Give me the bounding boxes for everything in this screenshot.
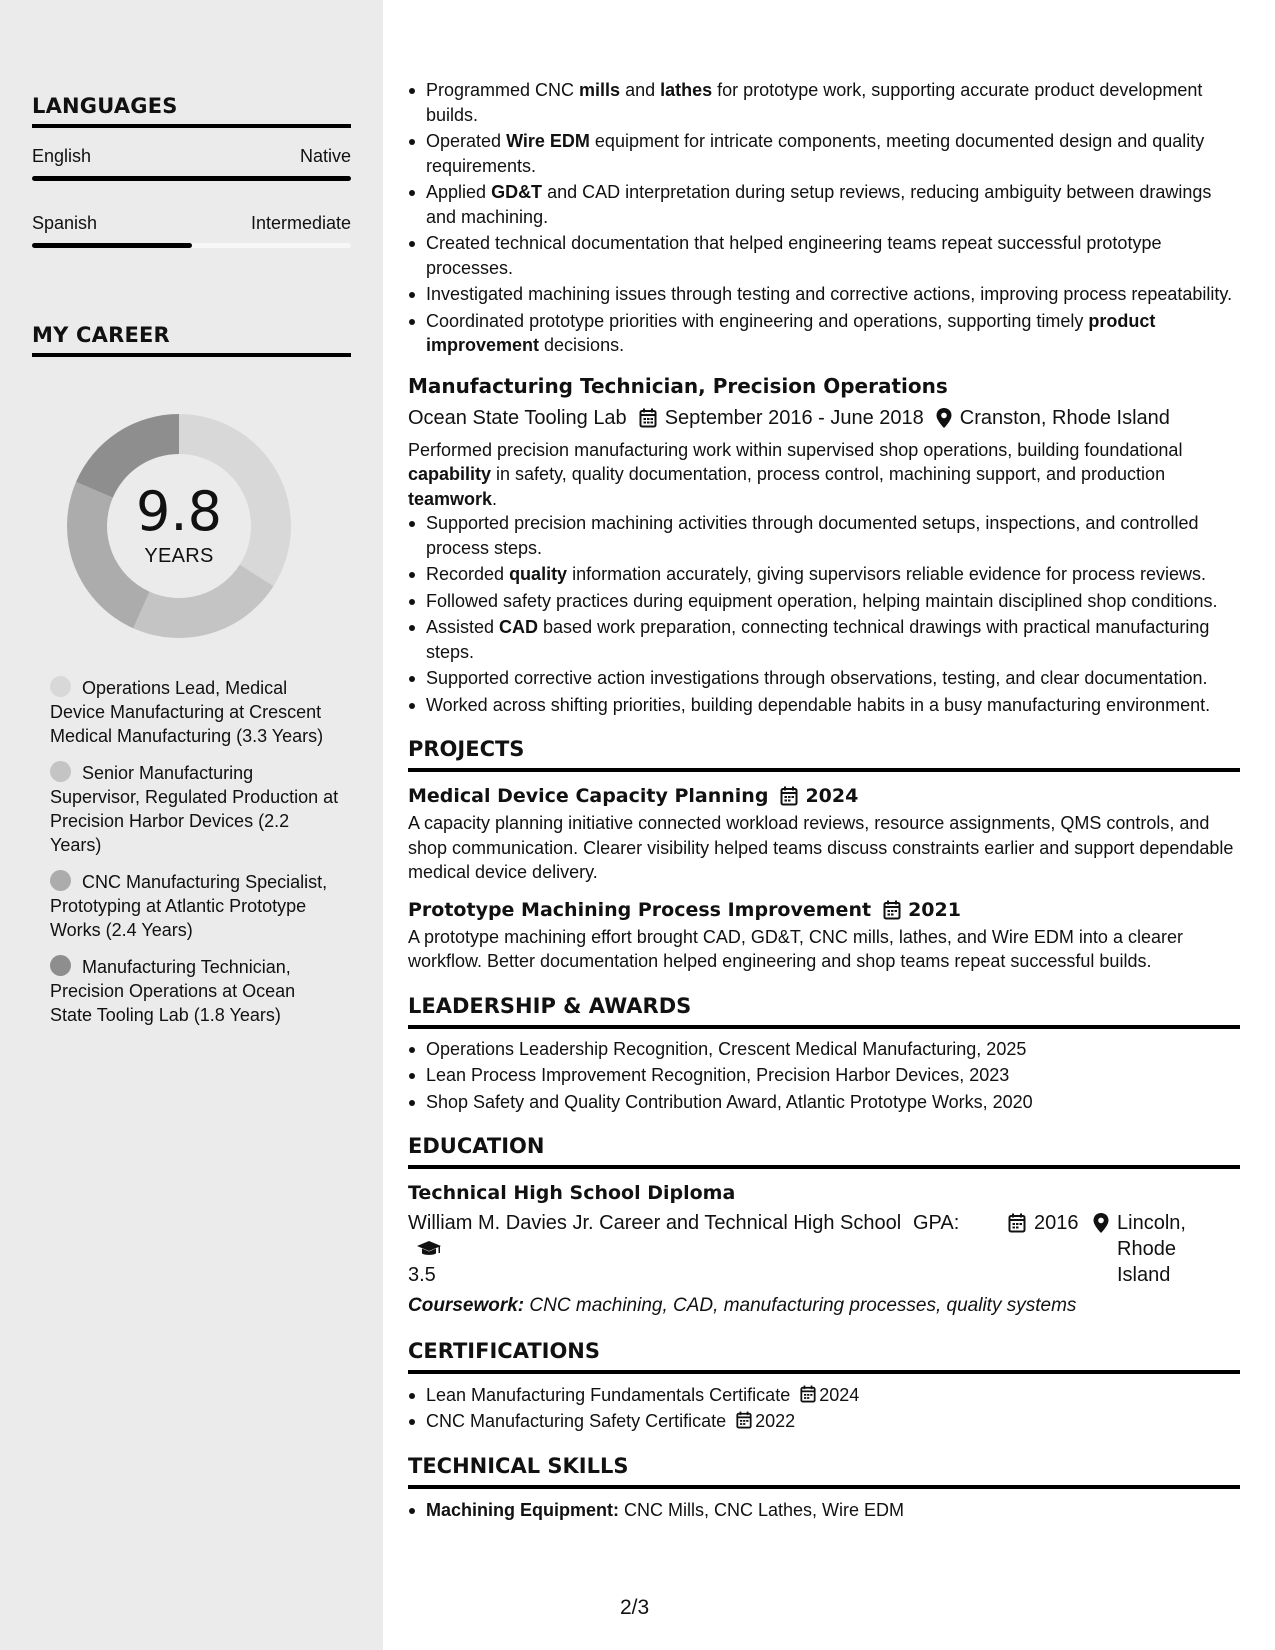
- summary-text: Performed precision manufacturing work within supervised shop operations, building foundational: [408, 439, 1183, 460]
- language-proficiency-fill: [32, 243, 192, 248]
- bullet-item: [408, 666, 1240, 691]
- previous-job-bullets: [408, 78, 1240, 358]
- bullet-text: Recorded: [426, 564, 510, 584]
- bullet-bold: product improvement: [426, 310, 1156, 355]
- bullet-item: [408, 511, 1240, 560]
- summary-text: .: [492, 488, 498, 509]
- language-name: English: [32, 146, 92, 166]
- language-proficiency-fill: [32, 176, 351, 181]
- career-legend: [50, 676, 340, 1040]
- project-title: Medical Device Capacity Planning: [408, 785, 769, 807]
- education-gpa-value: 3.5: [408, 1264, 436, 1286]
- bullet-item: [408, 615, 1240, 664]
- project-title: Prototype Machining Process Improvement: [408, 898, 872, 921]
- education-location-city: Lincoln,: [1117, 1212, 1186, 1234]
- education-heading: EDUCATION: [408, 1132, 1240, 1169]
- project-description: A capacity planning initiative connected workload reviews, resource assignments, QMS controls, and shop communication. Clearer visibility helped teams discuss constraints earlier and support dependable medical device delivery.: [408, 813, 1234, 882]
- projects-list: [408, 783, 1240, 974]
- certification-year: 2024: [819, 1384, 860, 1405]
- bullet-text: Supported corrective action investigations through observations, testing, and clear documentation.: [426, 668, 1208, 688]
- bullet-text: Followed safety practices during equipment operation, helping maintain disciplined shop conditions.: [426, 590, 1218, 611]
- education-coursework: [408, 1294, 1240, 1319]
- calendar-icon: [800, 1385, 816, 1403]
- bullet-text: Coordinated prototype priorities with engineering and operations, supporting timely: [426, 310, 1089, 331]
- project-year: 2021: [908, 898, 961, 921]
- education-degree: Technical High School Diploma: [408, 1182, 736, 1204]
- legend-dot: [50, 955, 71, 976]
- education-school: William M. Davies Jr. Career and Technical High School: [408, 1212, 902, 1234]
- career-legend-label: Senior Manufacturing Supervisor, Regulated Production at Precision Harbor Devices (2.2 Years): [50, 763, 339, 855]
- legend-dot: [50, 676, 71, 697]
- calendar-icon: [736, 1411, 752, 1429]
- bullet-text: Applied: [426, 182, 492, 202]
- career-legend-label: Manufacturing Technician, Precision Operations at Ocean State Tooling Lab (1.8 Years): [50, 957, 296, 1025]
- certification-name: CNC Manufacturing Safety Certificate: [426, 1411, 727, 1431]
- bullet-text: Investigated machining issues through testing and corrective actions, improving process repeatability.: [426, 284, 1233, 304]
- bullet-text: Created technical documentation that helped engineering teams repeat successful prototype processes.: [426, 233, 1162, 278]
- certification-item: [408, 1383, 1240, 1408]
- project-description: A prototype machining effort brought CAD, GD&T, CNC mills, lathes, and Wire EDM into a clearer workflow. Better documentation helped engineering and shop teams repeat successful builds.: [408, 926, 1183, 971]
- skill-value: CNC Mills, CNC Lathes, Wire EDM: [619, 1499, 905, 1520]
- legend-dot: [50, 761, 71, 782]
- job-location: Cranston, Rhode Island: [959, 406, 1170, 429]
- education-location-state: Rhode Island: [1117, 1238, 1176, 1286]
- skills-heading: TECHNICAL SKILLS: [408, 1452, 1240, 1489]
- language-row: [32, 213, 351, 234]
- bullet-text: Supported precision machining activities through documented setups, inspections, and controlled process steps.: [426, 513, 1199, 558]
- bullet-text: Worked across shifting priorities, building dependable habits in a busy manufacturing environment.: [426, 694, 1211, 715]
- language-proficiency-bar: [32, 176, 351, 181]
- languages-section: [32, 94, 351, 248]
- calendar-icon: [780, 786, 798, 806]
- certifications-heading: CERTIFICATIONS: [408, 1337, 1240, 1374]
- career-heading: MY CAREER: [32, 323, 351, 357]
- career-legend-label: Operations Lead, Medical Device Manufacturing at Crescent Medical Manufacturing (3.3 Years): [50, 678, 324, 746]
- job-summary: [408, 438, 1240, 512]
- graduation-cap-icon: [416, 1240, 442, 1258]
- career-legend-label: CNC Manufacturing Specialist, Prototyping at Atlantic Prototype Works (2.4 Years): [50, 872, 328, 940]
- project-title-row: [408, 783, 1240, 809]
- skill-item: [408, 1498, 1240, 1523]
- award-item: Shop Safety and Quality Contribution Award, Atlantic Prototype Works, 2020: [408, 1090, 1240, 1115]
- bullet-item: [408, 231, 1240, 280]
- job-bullets: [408, 511, 1240, 717]
- summary-bold: capability: [408, 464, 492, 484]
- bullet-item: [408, 180, 1240, 229]
- bullet-text: Programmed CNC: [426, 80, 580, 100]
- career-donut-chart: [66, 413, 292, 639]
- project-year: 2024: [805, 785, 859, 807]
- bullet-text: based work preparation, connecting technical drawings with practical manufacturing steps.: [426, 617, 1210, 662]
- summary-text: in safety, quality documentation, process control, machining support, and production: [491, 464, 1166, 484]
- bullet-item: [408, 693, 1240, 718]
- career-legend-item: [50, 761, 340, 857]
- bullet-text: and CAD interpretation during setup reviews, reducing ambiguity between drawings and machining.: [426, 182, 1212, 227]
- bullet-text: Operated: [426, 131, 507, 151]
- bullet-item: [408, 78, 1240, 127]
- career-legend-item: [50, 955, 340, 1027]
- bullet-item: [408, 282, 1240, 307]
- bullet-item: [408, 309, 1240, 358]
- skills-list: [408, 1498, 1240, 1523]
- bullet-bold: CAD: [499, 617, 539, 637]
- language-proficiency-bar: [32, 243, 351, 248]
- bullet-bold: Wire EDM: [506, 131, 590, 151]
- bullet-bold: GD&T: [491, 182, 543, 202]
- bullet-text: equipment for intricate components, meeting documented design and quality requirements.: [426, 131, 1205, 176]
- location-pin-icon: [1093, 1213, 1109, 1233]
- bullet-text: decisions.: [539, 335, 625, 355]
- bullet-bold: quality: [509, 564, 568, 584]
- bullet-bold: lathes: [660, 80, 713, 100]
- bullet-text: Assisted: [426, 617, 500, 637]
- bullet-text: information accurately, giving supervisors reliable evidence for process reviews.: [567, 564, 1207, 584]
- job-company: Ocean State Tooling Lab: [408, 406, 627, 429]
- career-legend-item: [50, 870, 340, 942]
- sidebar: [0, 0, 383, 1650]
- coursework-label: Coursework:: [408, 1295, 525, 1316]
- calendar-icon: [883, 900, 901, 920]
- education-year: 2016: [1034, 1212, 1079, 1234]
- bullet-item: [408, 562, 1240, 587]
- donut-center: [66, 413, 292, 639]
- job-meta: [408, 404, 1240, 432]
- career-legend-item: [50, 676, 340, 748]
- bullet-text: and: [620, 80, 661, 100]
- language-name: Spanish: [32, 213, 98, 233]
- languages-heading: LANGUAGES: [32, 94, 351, 128]
- project-title-row: [408, 897, 1240, 923]
- total-years-unit: YEARS: [144, 545, 214, 567]
- skill-label: Machining Equipment:: [426, 1499, 619, 1520]
- bullet-text: for prototype work, supporting accurate product development builds.: [426, 80, 1203, 125]
- certification-name: Lean Manufacturing Fundamentals Certificate: [426, 1384, 791, 1405]
- coursework-text: CNC machining, CAD, manufacturing processes, quality systems: [529, 1295, 1077, 1316]
- award-item: Operations Leadership Recognition, Crescent Medical Manufacturing, 2025: [408, 1037, 1240, 1062]
- leadership-list: [408, 1037, 1240, 1115]
- career-section: [32, 323, 351, 357]
- language-level: Native: [299, 146, 351, 166]
- education-gpa-label: GPA:: [913, 1212, 960, 1234]
- summary-bold: teamwork: [408, 488, 493, 509]
- language-level: Intermediate: [250, 213, 351, 233]
- leadership-heading: LEADERSHIP & AWARDS: [408, 992, 1240, 1029]
- location-pin-icon: [936, 408, 952, 428]
- languages-list: [32, 146, 351, 248]
- award-item: Lean Process Improvement Recognition, Precision Harbor Devices, 2023: [408, 1063, 1240, 1088]
- calendar-icon: [1008, 1213, 1026, 1233]
- certification-year: 2022: [755, 1411, 796, 1431]
- calendar-icon: [639, 408, 657, 428]
- projects-heading: PROJECTS: [408, 735, 1240, 772]
- job-title: Manufacturing Technician, Precision Operations: [408, 373, 948, 398]
- job-dates: September 2016 - June 2018: [664, 406, 924, 429]
- bullet-item: [408, 129, 1240, 178]
- bullet-item: [408, 589, 1240, 614]
- language-row: [32, 146, 351, 167]
- total-years-value: 9.8: [136, 480, 222, 543]
- legend-dot: [50, 870, 71, 891]
- certifications-list: [408, 1383, 1240, 1434]
- page-number: 2/3: [620, 1596, 650, 1619]
- certification-item: [408, 1409, 1240, 1434]
- main-content: [408, 78, 1240, 1524]
- bullet-bold: mills: [579, 80, 621, 100]
- education-details: [408, 1210, 1240, 1288]
